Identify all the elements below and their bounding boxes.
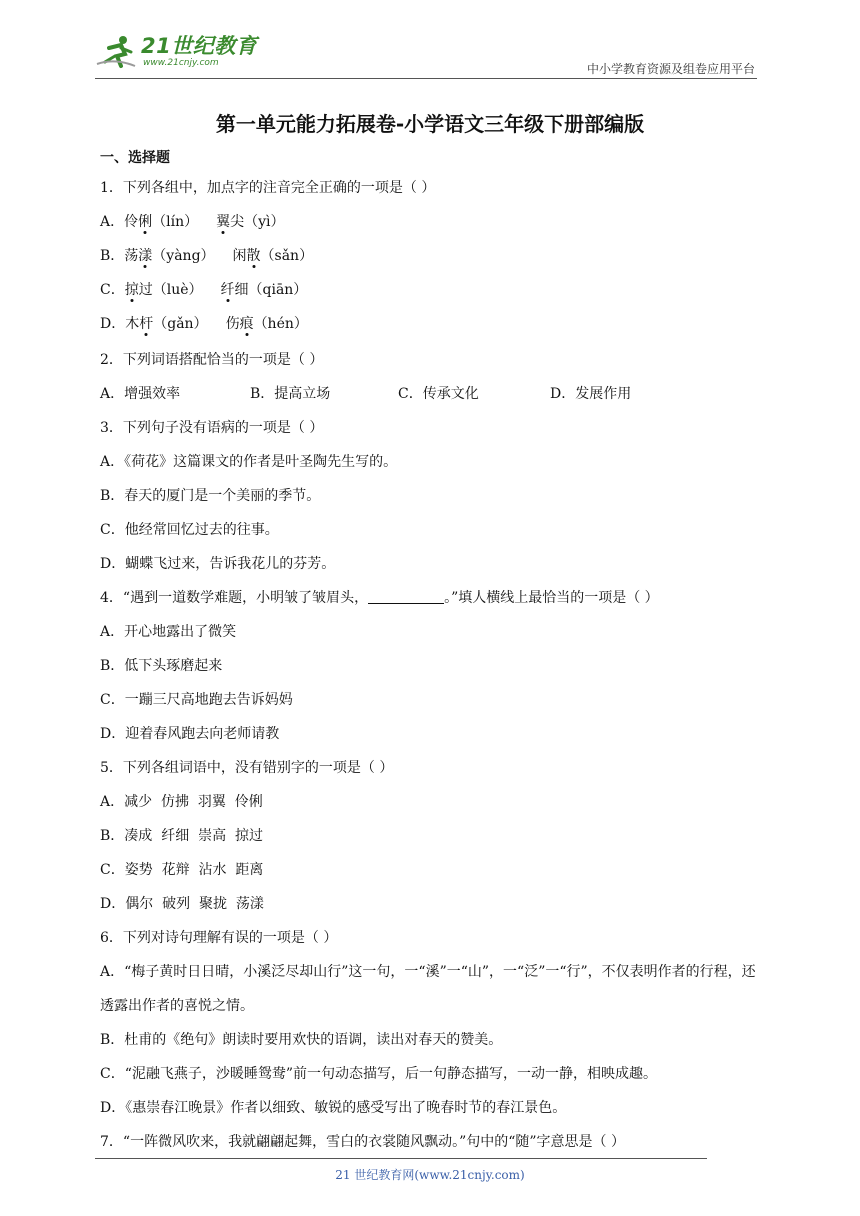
footer-text: 21 世纪教育网(www.21cnjy.com) xyxy=(335,1168,525,1182)
question-4-option-d: D．迎着春风跑去向老师请教 xyxy=(100,726,280,742)
platform-name: 中小学教育资源及组卷应用平台 xyxy=(586,62,755,76)
question-3-option-b: B．春天的厦门是一个美丽的季节。 xyxy=(100,488,321,504)
question-2-option-d: D．发展作用 xyxy=(550,386,632,402)
question-content xyxy=(100,145,760,1159)
question-1-stem: 1．下列各组中，加点字的注音完全正确的一项是（ ） xyxy=(100,180,436,196)
question-3-stem: 3．下列句子没有语病的一项是（ ） xyxy=(100,420,324,436)
question-3-option-a: A．《荷花》这篇课文的作者是叶圣陶先生写的。 xyxy=(100,454,398,470)
footer-divider xyxy=(95,1158,707,1159)
question-1-option-c: C．掠过（luè） 纤细（qiān） xyxy=(100,282,308,298)
section-heading: 一、选择题 xyxy=(100,150,170,166)
question-6-stem: 6．下列对诗句理解有误的一项是（ ） xyxy=(100,930,338,946)
question-3-option-c: C．他经常回忆过去的往事。 xyxy=(100,522,279,538)
answer-blank xyxy=(368,589,444,604)
question-1-option-a: A．伶俐（lín） 翼尖（yì） xyxy=(100,214,285,230)
question-6-option-a: A．“梅子黄时日日晴，小溪泛尽却山行”这一句，一“溪”一“山”，一“泛”一“行”，不仅表明作者的行程，还透露出作者的喜悦之情。 xyxy=(100,964,756,1014)
question-4-option-b: B．低下头琢磨起来 xyxy=(100,658,223,674)
page-header xyxy=(95,30,757,79)
question-2-options xyxy=(100,377,760,411)
logo xyxy=(95,34,257,70)
question-4-option-c: C．一蹦三尺高地跑去告诉妈妈 xyxy=(100,692,293,708)
question-7-stem: 7．“一阵微风吹来，我就翩翩起舞，雪白的衣裳随风飘动。”句中的“随”字意思是（ ） xyxy=(100,1134,625,1150)
question-2-option-a: A．增强效率 xyxy=(100,386,181,402)
question-5-option-c: C．姿势 花辩 沾水 距离 xyxy=(100,862,264,878)
runner-logo-icon xyxy=(95,34,137,70)
question-2-option-c: C．传承文化 xyxy=(398,386,479,402)
question-5-option-d: D．偶尔 破列 聚拢 荡漾 xyxy=(100,896,264,912)
question-5-option-b: B．凑成 纤细 崇高 掠过 xyxy=(100,828,263,844)
logo-url-text: www.21cnjy.com xyxy=(143,58,219,68)
question-1-option-d: D．木杆（gǎn） 伤痕（hén） xyxy=(100,316,308,332)
question-5-stem: 5．下列各组词语中，没有错别字的一项是（ ） xyxy=(100,760,394,776)
page-title: 第一单元能力拓展卷-小学语文三年级下册部编版 xyxy=(215,112,645,136)
question-2-stem: 2．下列词语搭配恰当的一项是（ ） xyxy=(100,352,324,368)
question-3-option-d: D．蝴蝶飞过来，告诉我花儿的芬芳。 xyxy=(100,556,336,572)
question-6-option-c: C．“泥融飞燕子，沙暖睡鸳鸯”前一句动态描写，后一句静态描写，一动一静，相映成趣。 xyxy=(100,1066,658,1082)
question-5-option-a: A．减少 仿拂 羽翼 伶俐 xyxy=(100,794,263,810)
logo-main-text: 21世纪教育 xyxy=(141,34,258,58)
question-6-option-b: B．杜甫的《绝句》朗读时要用欢快的语调，读出对春天的赞美。 xyxy=(100,1032,503,1048)
question-1-option-b: B．荡漾（yàng） 闲散（sǎn） xyxy=(100,248,314,264)
question-6-option-d: D．《惠崇春江晚景》作者以细致、敏锐的感受写出了晚春时节的春江景色。 xyxy=(100,1100,567,1116)
question-4-stem: 4．“遇到一道数学难题，小明皱了皱眉头， 。”填人横线上最恰当的一项是（ ） xyxy=(100,590,659,606)
question-4-option-a: A．开心地露出了微笑 xyxy=(100,624,237,640)
question-2-option-b: B．提高立场 xyxy=(250,386,331,402)
